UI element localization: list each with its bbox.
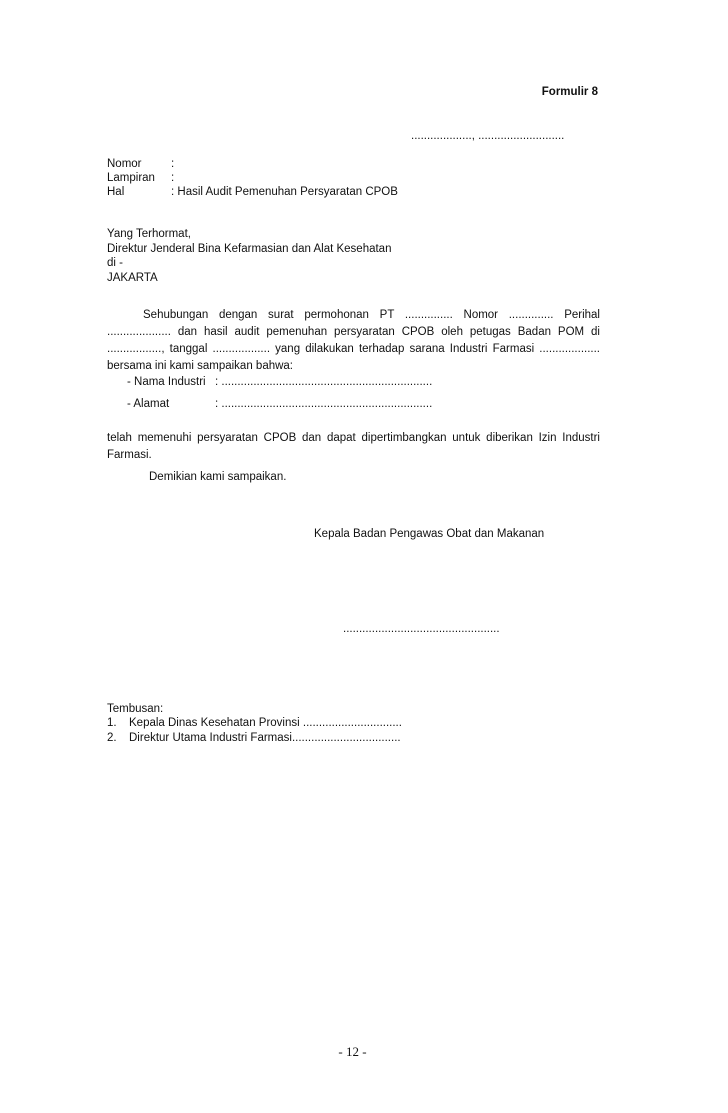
tembusan-number: 2. — [107, 732, 117, 744]
field-value: : .................................................................. — [215, 376, 433, 388]
meta-value: : Hasil Audit Pemenuhan Persyaratan CPOB — [171, 186, 398, 198]
conclusion-paragraph: telah memenuhi persyaratan CPOB dan dapat dipertimbangkan untuk diberikan Izin Industri Farmasi. — [107, 432, 600, 461]
tembusan-item — [107, 717, 402, 729]
page-number: - 12 - — [338, 1044, 367, 1059]
field-label: - Nama Industri — [127, 376, 206, 388]
meta-label: Lampiran — [107, 172, 155, 184]
salutation: Yang Terhormat, — [107, 228, 191, 240]
meta-value: : — [171, 158, 175, 170]
meta-value: : — [171, 172, 175, 184]
tembusan-title: Tembusan: — [107, 703, 164, 715]
intro-text: Sehubungan dengan surat permohonan PT ............... Nomor .............. Perihal .................... dan hasil audit pemenuhan persyaratan CPOB oleh petugas Badan POM di ................., tanggal .................. yang dilakukan terhadap sarana Industri Farmasi ................... bersama ini kami sampaikan bahwa: — [107, 309, 600, 372]
field-nama-industri — [127, 376, 432, 388]
meta-label: Nomor — [107, 158, 142, 170]
field-alamat — [127, 398, 432, 410]
tembusan-number: 1. — [107, 717, 117, 729]
closing-line: Demikian kami sampaikan. — [149, 471, 287, 483]
addressee-block — [107, 227, 391, 285]
tembusan-text: Direktur Utama Industri Farmasi.................................. — [129, 732, 401, 744]
meta-label: Hal — [107, 186, 125, 198]
intro-paragraph — [107, 307, 600, 375]
place-date-line: ..................., ........................... — [411, 130, 565, 142]
recipient-city: JAKARTA — [107, 271, 158, 284]
field-value: : .................................................................. — [215, 398, 433, 410]
signature-name-line: ................................................. — [343, 623, 500, 635]
recipient-di: di - — [107, 257, 123, 269]
field-label: - Alamat — [127, 398, 170, 410]
meta-row-hal — [107, 186, 398, 198]
form-label: Formulir 8 — [541, 86, 598, 98]
meta-row-lampiran — [107, 172, 174, 184]
tembusan-item — [107, 732, 401, 744]
recipient: Direktur Jenderal Bina Kefarmasian dan Alat Kesehatan — [107, 242, 392, 255]
tembusan-text: Kepala Dinas Kesehatan Provinsi ............................... — [129, 717, 402, 729]
signatory-title: Kepala Badan Pengawas Obat dan Makanan — [314, 528, 545, 540]
meta-row-nomor — [107, 158, 174, 170]
